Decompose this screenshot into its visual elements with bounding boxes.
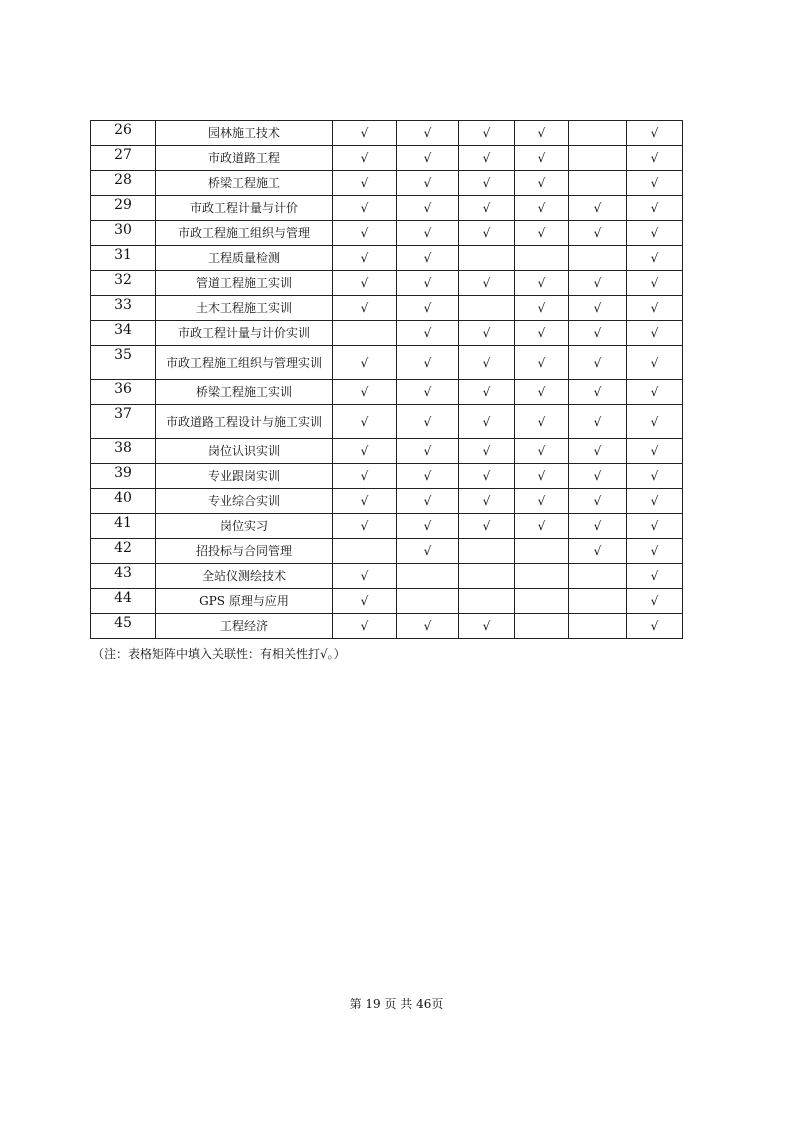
check-mark-cell: √ [569, 514, 627, 539]
row-number: 33 [91, 296, 156, 321]
check-mark-cell: √ [333, 246, 397, 271]
check-mark-cell: √ [515, 380, 569, 405]
course-name: 工程质量检测 [156, 246, 333, 271]
check-mark-cell: √ [397, 296, 459, 321]
course-name: 市政工程计量与计价 [156, 196, 333, 221]
row-number: 39 [91, 464, 156, 489]
empty-cell [333, 321, 397, 346]
check-mark-cell: √ [627, 439, 683, 464]
check-mark-cell: √ [459, 146, 515, 171]
table-row [91, 405, 683, 439]
check-mark-cell: √ [627, 196, 683, 221]
check-mark-cell: √ [515, 146, 569, 171]
course-name: 招投标与合同管理 [156, 539, 333, 564]
row-number: 43 [91, 564, 156, 589]
course-name: 岗位实习 [156, 514, 333, 539]
course-name: 园林施工技术 [156, 121, 333, 146]
check-mark-cell: √ [627, 405, 683, 439]
row-number: 36 [91, 380, 156, 405]
check-mark-cell: √ [627, 246, 683, 271]
course-name: 桥梁工程施工 [156, 171, 333, 196]
check-mark-cell: √ [459, 464, 515, 489]
check-mark-cell: √ [397, 405, 459, 439]
check-mark-cell: √ [515, 346, 569, 380]
row-number: 30 [91, 221, 156, 246]
course-name: 市政工程计量与计价实训 [156, 321, 333, 346]
check-mark-cell: √ [459, 321, 515, 346]
table-row [91, 564, 683, 589]
check-mark-cell: √ [569, 346, 627, 380]
empty-cell [515, 589, 569, 614]
check-mark-cell: √ [627, 614, 683, 639]
check-mark-cell: √ [333, 346, 397, 380]
table-row [91, 489, 683, 514]
table-note: （注：表格矩阵中填入关联性：有相关性打√。） [92, 647, 346, 661]
check-mark-cell: √ [333, 171, 397, 196]
check-mark-cell: √ [333, 296, 397, 321]
table-row [91, 146, 683, 171]
check-mark-cell: √ [569, 221, 627, 246]
check-mark-cell: √ [333, 489, 397, 514]
check-mark-cell: √ [333, 564, 397, 589]
table-row [91, 439, 683, 464]
check-mark-cell: √ [569, 380, 627, 405]
check-mark-cell: √ [459, 380, 515, 405]
check-mark-cell: √ [333, 589, 397, 614]
check-mark-cell: √ [515, 489, 569, 514]
empty-cell [459, 539, 515, 564]
check-mark-cell: √ [333, 514, 397, 539]
check-mark-cell: √ [333, 405, 397, 439]
row-number: 44 [91, 589, 156, 614]
check-mark-cell: √ [459, 514, 515, 539]
check-mark-cell: √ [333, 196, 397, 221]
check-mark-cell: √ [397, 146, 459, 171]
check-mark-cell: √ [397, 489, 459, 514]
row-number: 31 [91, 246, 156, 271]
check-mark-cell: √ [459, 439, 515, 464]
check-mark-cell: √ [515, 464, 569, 489]
page-footer: 第 19 页 共 46页 [349, 997, 444, 1011]
check-mark-cell: √ [627, 346, 683, 380]
check-mark-cell: √ [627, 539, 683, 564]
check-mark-cell: √ [333, 439, 397, 464]
empty-cell [333, 539, 397, 564]
check-mark-cell: √ [397, 614, 459, 639]
empty-cell [569, 146, 627, 171]
check-mark-cell: √ [515, 321, 569, 346]
table-row [91, 380, 683, 405]
empty-cell [515, 614, 569, 639]
check-mark-cell: √ [627, 564, 683, 589]
check-mark-cell: √ [397, 464, 459, 489]
check-mark-cell: √ [459, 121, 515, 146]
check-mark-cell: √ [627, 271, 683, 296]
empty-cell [569, 589, 627, 614]
check-mark-cell: √ [459, 614, 515, 639]
check-mark-cell: √ [627, 146, 683, 171]
table-row [91, 464, 683, 489]
check-mark-cell: √ [627, 296, 683, 321]
check-mark-cell: √ [515, 171, 569, 196]
check-mark-cell: √ [459, 489, 515, 514]
table-row [91, 589, 683, 614]
check-mark-cell: √ [569, 321, 627, 346]
check-mark-cell: √ [459, 271, 515, 296]
table-row [91, 221, 683, 246]
row-number: 26 [91, 121, 156, 146]
check-mark-cell: √ [333, 271, 397, 296]
check-mark-cell: √ [627, 171, 683, 196]
table-row [91, 121, 683, 146]
check-mark-cell: √ [397, 346, 459, 380]
row-number: 41 [91, 514, 156, 539]
check-mark-cell: √ [333, 380, 397, 405]
check-mark-cell: √ [627, 321, 683, 346]
course-name: 全站仪测绘技术 [156, 564, 333, 589]
check-mark-cell: √ [515, 296, 569, 321]
check-mark-cell: √ [627, 221, 683, 246]
check-mark-cell: √ [569, 296, 627, 321]
course-name: GPS 原理与应用 [156, 589, 333, 614]
course-name: 工程经济 [156, 614, 333, 639]
row-number: 34 [91, 321, 156, 346]
row-number: 45 [91, 614, 156, 639]
check-mark-cell: √ [459, 405, 515, 439]
check-mark-cell: √ [397, 514, 459, 539]
check-mark-cell: √ [397, 539, 459, 564]
check-mark-cell: √ [333, 121, 397, 146]
course-name: 专业跟岗实训 [156, 464, 333, 489]
course-name: 桥梁工程施工实训 [156, 380, 333, 405]
empty-cell [459, 296, 515, 321]
check-mark-cell: √ [397, 196, 459, 221]
check-mark-cell: √ [515, 121, 569, 146]
course-name: 土木工程施工实训 [156, 296, 333, 321]
empty-cell [515, 564, 569, 589]
row-number: 40 [91, 489, 156, 514]
check-mark-cell: √ [333, 146, 397, 171]
empty-cell [569, 121, 627, 146]
check-mark-cell: √ [627, 589, 683, 614]
empty-cell [515, 539, 569, 564]
check-mark-cell: √ [515, 514, 569, 539]
matrix-body [91, 121, 683, 639]
check-mark-cell: √ [515, 271, 569, 296]
check-mark-cell: √ [397, 121, 459, 146]
table-row [91, 614, 683, 639]
table-row [91, 271, 683, 296]
check-mark-cell: √ [569, 464, 627, 489]
check-mark-cell: √ [459, 346, 515, 380]
table-row [91, 346, 683, 380]
check-mark-cell: √ [569, 196, 627, 221]
row-number: 32 [91, 271, 156, 296]
empty-cell [569, 246, 627, 271]
check-mark-cell: √ [515, 196, 569, 221]
check-mark-cell: √ [459, 171, 515, 196]
check-mark-cell: √ [627, 489, 683, 514]
empty-cell [569, 171, 627, 196]
check-mark-cell: √ [627, 514, 683, 539]
check-mark-cell: √ [397, 221, 459, 246]
check-mark-cell: √ [397, 321, 459, 346]
check-mark-cell: √ [569, 539, 627, 564]
check-mark-cell: √ [515, 405, 569, 439]
empty-cell [459, 564, 515, 589]
course-name: 专业综合实训 [156, 489, 333, 514]
empty-cell [459, 589, 515, 614]
check-mark-cell: √ [515, 439, 569, 464]
check-mark-cell: √ [569, 405, 627, 439]
check-mark-cell: √ [569, 271, 627, 296]
course-name: 市政道路工程 [156, 146, 333, 171]
check-mark-cell: √ [333, 614, 397, 639]
row-number: 27 [91, 146, 156, 171]
row-number: 37 [91, 405, 156, 439]
course-name: 市政道路工程设计与施工实训 [156, 405, 333, 439]
table-row [91, 196, 683, 221]
course-name: 市政工程施工组织与管理 [156, 221, 333, 246]
check-mark-cell: √ [515, 221, 569, 246]
row-number: 29 [91, 196, 156, 221]
check-mark-cell: √ [627, 464, 683, 489]
check-mark-cell: √ [627, 380, 683, 405]
course-name: 市政工程施工组织与管理实训 [156, 346, 333, 380]
empty-cell [515, 246, 569, 271]
empty-cell [397, 564, 459, 589]
row-number: 35 [91, 346, 156, 380]
check-mark-cell: √ [397, 246, 459, 271]
table-row [91, 514, 683, 539]
empty-cell [569, 564, 627, 589]
table-row [91, 171, 683, 196]
empty-cell [397, 589, 459, 614]
check-mark-cell: √ [333, 221, 397, 246]
check-mark-cell: √ [397, 439, 459, 464]
row-number: 42 [91, 539, 156, 564]
table-row [91, 539, 683, 564]
table-row [91, 246, 683, 271]
check-mark-cell: √ [397, 380, 459, 405]
check-mark-cell: √ [627, 121, 683, 146]
check-mark-cell: √ [397, 171, 459, 196]
check-mark-cell: √ [569, 489, 627, 514]
check-mark-cell: √ [459, 196, 515, 221]
curriculum-relevance-matrix [90, 120, 683, 639]
check-mark-cell: √ [333, 464, 397, 489]
row-number: 38 [91, 439, 156, 464]
row-number: 28 [91, 171, 156, 196]
check-mark-cell: √ [569, 439, 627, 464]
course-name: 岗位认识实训 [156, 439, 333, 464]
empty-cell [569, 614, 627, 639]
table-row [91, 296, 683, 321]
empty-cell [459, 246, 515, 271]
check-mark-cell: √ [459, 221, 515, 246]
table-row [91, 321, 683, 346]
course-name: 管道工程施工实训 [156, 271, 333, 296]
check-mark-cell: √ [397, 271, 459, 296]
